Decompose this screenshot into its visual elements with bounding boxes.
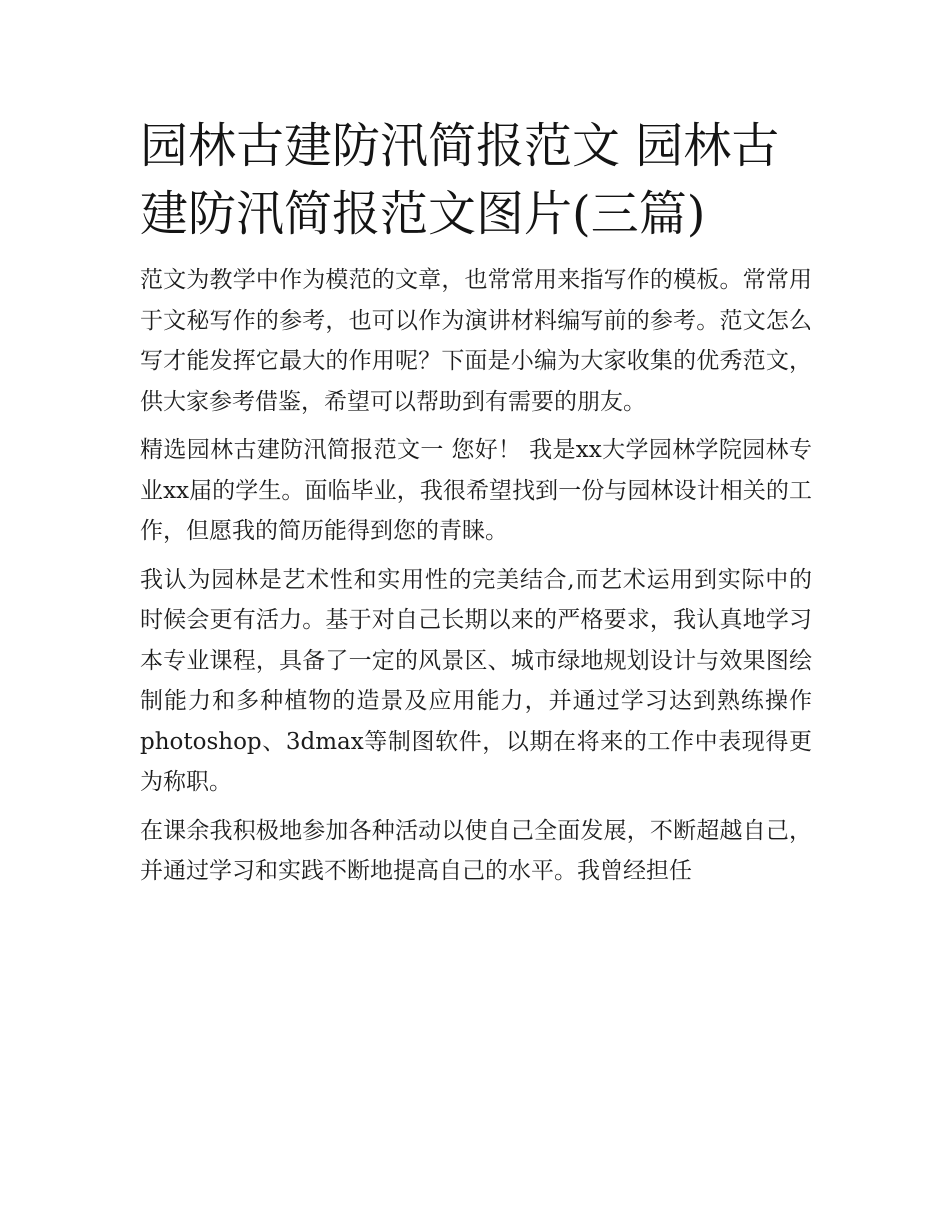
document-title: 园林古建防汛简报范文 园林古建防汛简报范文图片(三篇) bbox=[140, 118, 780, 242]
paragraph-intro: 范文为教学中作为模范的文章，也常常用来指写作的模板。常常用于文秘写作的参考，也可以作为演讲材料编写前的参考。范文怎么写才能发挥它最大的作用呢？下面是小编为大家收集的优秀范文，供大家参考借鉴，希望可以帮助到有需要的朋友。 bbox=[140, 267, 812, 415]
paragraph-greeting: 精选园林古建防汛简报范文一 您好！ 我是xx大学园林学院园林专业xx届的学生。面临毕业，我很希望找到一份与园林设计相关的工作，但愿我的简历能得到您的青睐。 bbox=[140, 437, 812, 544]
paragraph-philosophy: 我认为园林是艺术性和实用性的完美结合,而艺术运用到实际中的时候会更有活力。基于对自己长期以来的严格要求，我认真地学习本专业课程，具备了一定的风景区、城市绿地规划设计与效果图绘制能力和多种植物的造景及应用能力，并通过学习达到熟练操作photoshop、3dmax等制图软件，以期在将来的工作中表现得更为称职。 bbox=[140, 566, 812, 795]
paragraph-activities: 在课余我积极地参加各种活动以使自己全面发展，不断超越自己，并通过学习和实践不断地提高自己的水平。我曾经担任 bbox=[140, 817, 812, 884]
document-page bbox=[140, 112, 812, 900]
